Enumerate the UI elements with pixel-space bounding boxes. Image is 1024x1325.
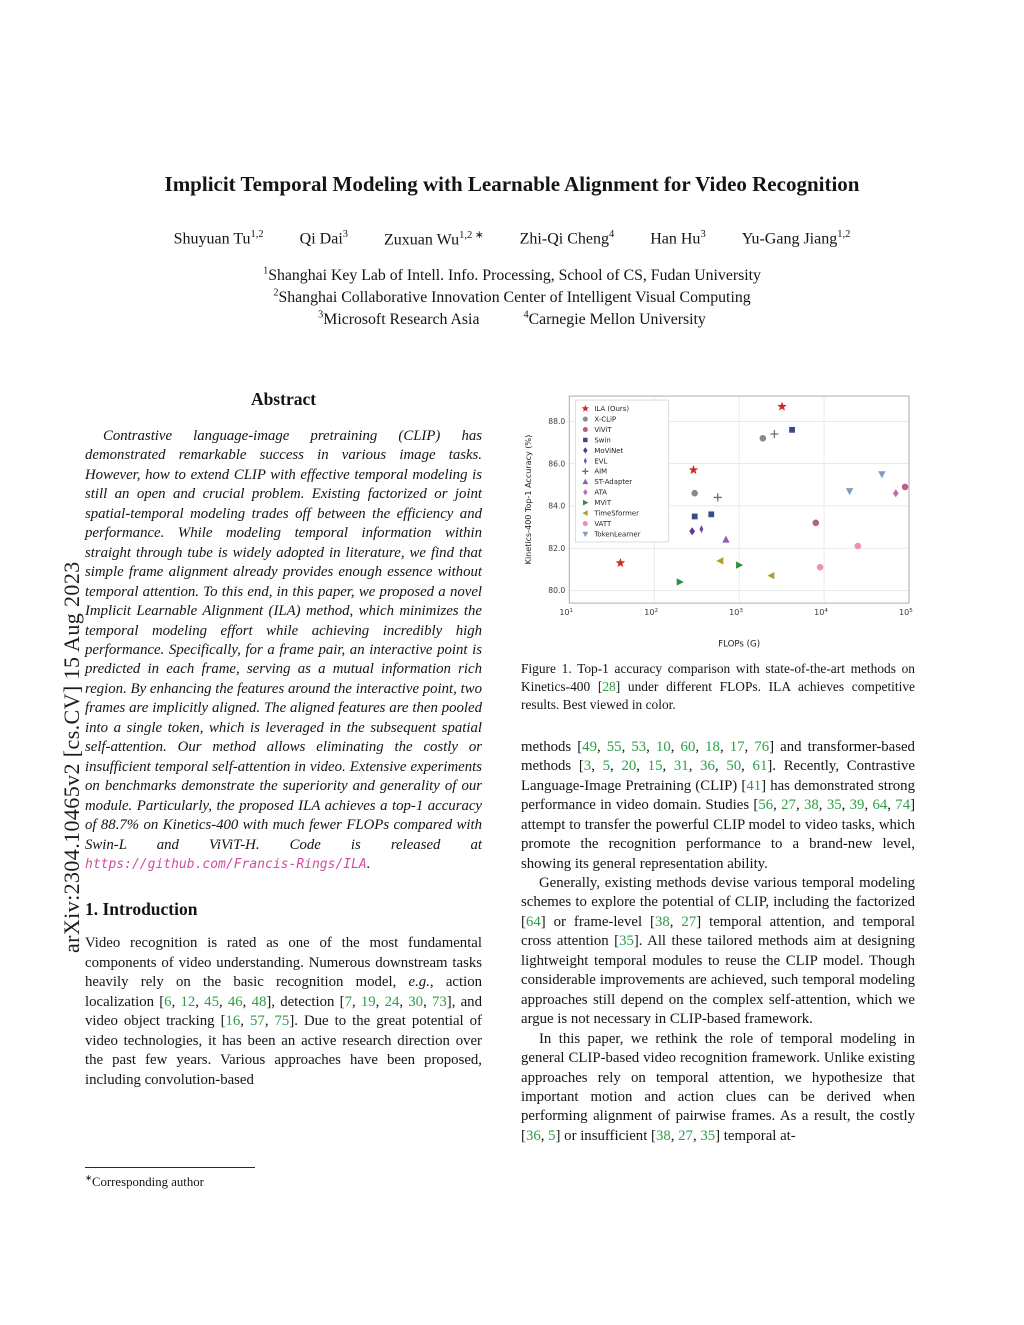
- data-point: [812, 519, 819, 526]
- citation-ref[interactable]: 60: [680, 738, 696, 755]
- text-run: ,: [741, 758, 753, 775]
- text-run: Video recognition is rated as one of the most fundamental components of video understanding. Numerous downstream tasks heavily rely on the basic recognition model,: [85, 935, 482, 991]
- text-run: ,: [591, 758, 603, 775]
- data-point: [846, 488, 853, 495]
- legend-label: MViT: [594, 499, 612, 508]
- data-point: [708, 511, 714, 517]
- text-run: ], and video object tracking [: [85, 993, 482, 1030]
- svg-text:101: $10^1$: [559, 607, 574, 618]
- data-point: [817, 564, 824, 571]
- authors-row: [60, 229, 964, 249]
- text-run: ,: [621, 738, 632, 755]
- text-run: ] or frame-level [: [540, 913, 655, 930]
- arxiv-watermark: arXiv:2304.10465v2 [cs.CV] 15 Aug 2023: [59, 561, 84, 953]
- citation-ref[interactable]: 74: [895, 797, 911, 814]
- text-run: ,: [688, 758, 701, 775]
- citation-ref[interactable]: 6: [164, 993, 172, 1010]
- text-run: ,: [351, 993, 361, 1010]
- citation-ref[interactable]: 61: [752, 758, 768, 775]
- citation-ref[interactable]: 39: [849, 797, 865, 814]
- data-point: [689, 527, 695, 535]
- author: Qi Dai$^3$: [299, 229, 349, 248]
- legend-label: Swin: [594, 436, 611, 445]
- text-run: ,: [714, 758, 727, 775]
- citation-ref[interactable]: 46: [227, 993, 243, 1010]
- affiliation-line: $^3$Microsoft Research Asia $^4$Carnegie Mellon University: [318, 309, 706, 329]
- data-point: [691, 490, 698, 497]
- legend-label: ST-Adapter: [594, 478, 633, 487]
- text-run: Figure 1. Top-1 accuracy comparison with state-of-the-art methods on Kinetics-400 [: [521, 661, 915, 695]
- citation-ref[interactable]: 55: [606, 738, 622, 755]
- data-point: [777, 402, 787, 411]
- intro-paragraph: [85, 934, 482, 1090]
- svg-text:84.0: 84.0: [548, 501, 566, 511]
- footnote-rule: [85, 1167, 255, 1168]
- citation-ref[interactable]: 35: [619, 933, 634, 950]
- text-run: , action localization [: [85, 974, 482, 1010]
- text-run: ,: [596, 738, 607, 755]
- author: Shuyuan Tu$^{1,2}$: [173, 229, 264, 248]
- legend-label: MoViNet: [594, 446, 624, 455]
- citation-ref[interactable]: 31: [673, 758, 689, 775]
- citation-ref[interactable]: 75: [274, 1013, 290, 1030]
- legend-marker: [583, 438, 587, 442]
- text-run: ,: [264, 1013, 275, 1030]
- text-run: ,: [670, 738, 681, 755]
- text-run: ,: [841, 797, 850, 814]
- citation-ref[interactable]: 53: [631, 738, 647, 755]
- data-point: [699, 525, 703, 533]
- citation-ref[interactable]: 38: [654, 913, 670, 930]
- citation-ref[interactable]: 12: [180, 993, 196, 1010]
- body-paragraph-3: [521, 1030, 915, 1147]
- text-run: ,: [795, 797, 804, 814]
- svg-text:82.0: 82.0: [548, 543, 566, 553]
- text-run: ,: [818, 797, 827, 814]
- text-run: ,: [692, 1127, 701, 1144]
- text-run: ,: [662, 758, 674, 775]
- citation-ref[interactable]: 36: [525, 1127, 541, 1144]
- legend-label: TimeSformer: [594, 509, 639, 518]
- data-point: [878, 471, 885, 478]
- text-run: ] under different FLOPs. ILA achieves competitive results. Best viewed in color.: [521, 679, 915, 712]
- y-axis-label: Kinetics-400 Top-1 Accuracy (%): [524, 434, 534, 565]
- citation-ref[interactable]: 45: [204, 993, 219, 1010]
- figure-caption: [521, 660, 915, 713]
- citation-ref[interactable]: 64: [872, 797, 888, 814]
- svg-text:104: $10^4$: [814, 607, 828, 618]
- citation-ref[interactable]: 5: [602, 758, 611, 775]
- citation-ref[interactable]: 16: [225, 1013, 241, 1030]
- citation-ref[interactable]: 35: [826, 797, 842, 814]
- text-run: ,: [646, 738, 656, 755]
- affiliation-line: $^2$Shanghai Collaborative Innovation Center of Intelligent Visual Computing: [273, 287, 751, 306]
- citation-ref[interactable]: 20: [621, 758, 637, 775]
- legend-label: AIM: [594, 467, 608, 476]
- data-point: [716, 557, 723, 564]
- citation-ref[interactable]: 15: [647, 758, 663, 775]
- text-run: ,: [610, 758, 622, 775]
- figure-chart: [521, 388, 915, 651]
- text-run: ,: [670, 1127, 679, 1144]
- legend-label: EVL: [594, 457, 608, 466]
- footnote-text: Corresponding author: [91, 1175, 204, 1190]
- citation-ref[interactable]: 27: [678, 1127, 693, 1144]
- citation-ref[interactable]: 27: [781, 797, 796, 814]
- data-point: [692, 514, 698, 520]
- text-run: ,: [887, 797, 896, 814]
- legend-marker: [583, 417, 588, 422]
- figure-panel: [521, 388, 915, 714]
- citation-ref[interactable]: 24: [384, 993, 400, 1010]
- svg-text:103: $10^3$: [729, 607, 743, 618]
- text-run: ,: [695, 738, 706, 755]
- paper-title: Implicit Temporal Modeling with Learnable Alignment for Video Recognition: [164, 172, 860, 196]
- citation-ref[interactable]: 64: [525, 913, 541, 930]
- text-run: ,: [171, 993, 181, 1010]
- data-point: [893, 489, 899, 497]
- citation-ref[interactable]: 3: [583, 758, 592, 775]
- text-run: In this paper, we rethink the role of temporal modeling in general CLIP-based video recognition framework. Unlike existing approaches rely on temporal attention, we hypothesize that important motion and action clues can be derived when performing alignment of pairwise frames. As a result, the costly [: [521, 1030, 915, 1144]
- legend-label: TokenLearner: [594, 530, 641, 539]
- citation-ref[interactable]: 17: [729, 738, 745, 755]
- data-point: [767, 572, 774, 579]
- citation-ref[interactable]: 5: [548, 1127, 556, 1144]
- citation-ref[interactable]: 41: [746, 777, 762, 794]
- data-point: [760, 435, 767, 442]
- text-run: ,: [399, 993, 409, 1010]
- legend-label: X-CLiP: [594, 415, 617, 424]
- footnote: [85, 1167, 482, 1190]
- citation-ref[interactable]: 57: [250, 1013, 265, 1030]
- citation-ref[interactable]: 18: [705, 738, 720, 755]
- text-run: ,: [636, 758, 648, 775]
- text-run: ,: [218, 993, 228, 1010]
- svg-text:86.0: 86.0: [548, 459, 566, 469]
- data-point: [722, 536, 729, 543]
- text-run: ,: [864, 797, 873, 814]
- data-point: [789, 427, 795, 433]
- data-point: [616, 558, 626, 567]
- citation-ref[interactable]: 19: [360, 993, 376, 1010]
- x-axis-label: FLOPs (G): [718, 639, 761, 650]
- text-run: ] temporal at-: [715, 1127, 796, 1144]
- body-paragraph-2: [521, 874, 915, 1030]
- citation-ref[interactable]: 10: [655, 738, 671, 755]
- section-heading-introduction: 1. Introduction: [85, 899, 198, 920]
- text-run: Generally, existing methods devise various temporal modeling schemes to explore the potential of CLIP, including the factorized [: [521, 874, 915, 930]
- text-run: Contrastive language-image pretraining (CLIP) has demonstrated remarkable success in various image tasks. However, how to extend CLIP with effective temporal modeling is still an open and crucial problem. Existing factorized or joint spatial-temporal modeling trades off between the efficiency and performance. While modeling temporal information within straight through tube is widely adopted in literature, we find that simple frame alignment already provides enough essence without temporal attention. To this end, in this paper, we proposed a novel Implicit Learnable Alignment (ILA) method, which minimizes the temporal modeling effort while achieving incredibly high performance. Specifically, for a frame pair, an interactive point is predicted in each frame, serving as a mutual information rich region. By enhancing the features around the interactive point, two frames are implicitly aligned. The aligned features are then pooled into a single token, which is leveraged in the subsequent spatial self-attention. Our method allows eliminating the costly or insufficient temporal self-attention in video. Extensive experiments on benchmarks demonstrate the superiority and generality of our module. Particularly, the proposed ILA achieves a top-1 accuracy of 88.7% on Kinetics-400 with much fewer FLOPs compared with Swin-L and ViViT-H. Code is released at: [85, 428, 482, 853]
- text-run: ,: [240, 1013, 251, 1030]
- text-run: ] and transformer-based methods [: [521, 738, 915, 775]
- data-point: [689, 465, 699, 474]
- legend-label: ATA: [594, 488, 608, 497]
- text-run: ] has demonstrated strong performance in video domain. Studies [: [521, 777, 915, 814]
- legend-marker: [583, 427, 588, 432]
- text-run: ,: [540, 1127, 549, 1144]
- body-paragraph-1: [521, 738, 915, 874]
- text-run: ]. Due to the great potential of video technologies, it has been an active research direction over the past few years. Various approaches have been proposed, including convolution-based: [85, 1013, 482, 1088]
- data-point: [902, 484, 909, 491]
- text-run: e.g.: [408, 974, 430, 991]
- svg-text:105: $10^5$: [899, 607, 913, 618]
- data-point: [736, 561, 743, 568]
- abstract-paragraph: [85, 427, 482, 874]
- author: Yu-Gang Jiang$^{1,2}$: [741, 229, 851, 248]
- citation-ref[interactable]: 38: [655, 1127, 671, 1144]
- data-point: [855, 543, 862, 550]
- author: Zuxuan $Wu^{1,2 ∗}$: [384, 230, 484, 249]
- right-column: [521, 388, 915, 1146]
- chart-legend: [575, 400, 668, 542]
- text-run: ,: [195, 993, 205, 1010]
- author: Zhi-Qi Cheng$^4$: [519, 229, 615, 248]
- author: Han Hu$^3$: [650, 229, 706, 248]
- text-run: ,: [744, 738, 755, 755]
- citation-ref[interactable]: 56: [758, 797, 774, 814]
- text-run: ]. All these tailored methods aim at designing lightweight temporal modules to reuse the CLIP model. Though considerable improvements are achieved, such temporal modeling approaches still depend on the complex self-attention, which we argue is not necessary in CLIP-based framework.: [521, 933, 915, 1028]
- data-point: [770, 430, 778, 438]
- github-link[interactable]: https://github.com/Francis-Rings/ILA: [85, 856, 367, 872]
- text-run: ], detection [: [266, 993, 345, 1010]
- text-run: ,: [773, 797, 782, 814]
- citation-ref[interactable]: 27: [681, 913, 697, 930]
- text-run: ] attempt to transfer the powerful CLIP model to video tasks, which promote the recognition performance to a brand-new level, showing its general representation ability.: [521, 797, 916, 872]
- affiliations: [60, 265, 964, 329]
- legend-label: ViViT: [594, 425, 612, 434]
- abstract-heading: Abstract: [250, 389, 317, 409]
- citation-ref[interactable]: 38: [803, 797, 819, 814]
- text-run: ] or insufficient [: [555, 1127, 656, 1144]
- text-run: ] temporal attention, and temporal cross attention [: [521, 913, 915, 950]
- text-run: ,: [375, 993, 385, 1010]
- data-point: [714, 493, 722, 501]
- text-run: ,: [242, 993, 252, 1010]
- affiliation-line: $^1$Shanghai Key Lab of Intell. Info. Processing, School of CS, Fudan University: [263, 265, 761, 284]
- footnote-marker: ∗: [85, 1174, 92, 1183]
- citation-ref[interactable]: 36: [700, 758, 715, 775]
- citation-ref[interactable]: 76: [754, 738, 770, 755]
- legend-label: VATT: [594, 519, 612, 528]
- left-column: [85, 388, 482, 1090]
- text-run: ,: [669, 913, 682, 930]
- svg-text:88.0: 88.0: [548, 417, 566, 427]
- legend-marker: [583, 521, 588, 526]
- text-run: methods [: [521, 738, 583, 755]
- citation-ref[interactable]: 28: [602, 679, 616, 695]
- citation-ref[interactable]: 30: [408, 993, 424, 1010]
- citation-ref[interactable]: 50: [726, 758, 742, 775]
- legend-label: ILA (Ours): [594, 405, 630, 414]
- text-run: ,: [719, 738, 730, 755]
- citation-ref[interactable]: 35: [700, 1127, 716, 1144]
- citation-ref[interactable]: 49: [582, 738, 597, 755]
- svg-text:102: $10^2$: [644, 607, 659, 618]
- citation-ref[interactable]: 48: [251, 993, 267, 1010]
- svg-text:80.0: 80.0: [548, 586, 566, 596]
- text-run: .: [366, 855, 371, 872]
- citation-ref[interactable]: 7: [344, 993, 352, 1010]
- paper-header: [60, 172, 964, 329]
- text-run: ]. Recently, Contrastive Language-Image Pretraining (CLIP) [: [521, 758, 915, 794]
- text-run: ,: [423, 993, 432, 1010]
- citation-ref[interactable]: 73: [431, 993, 447, 1010]
- data-point: [677, 578, 684, 585]
